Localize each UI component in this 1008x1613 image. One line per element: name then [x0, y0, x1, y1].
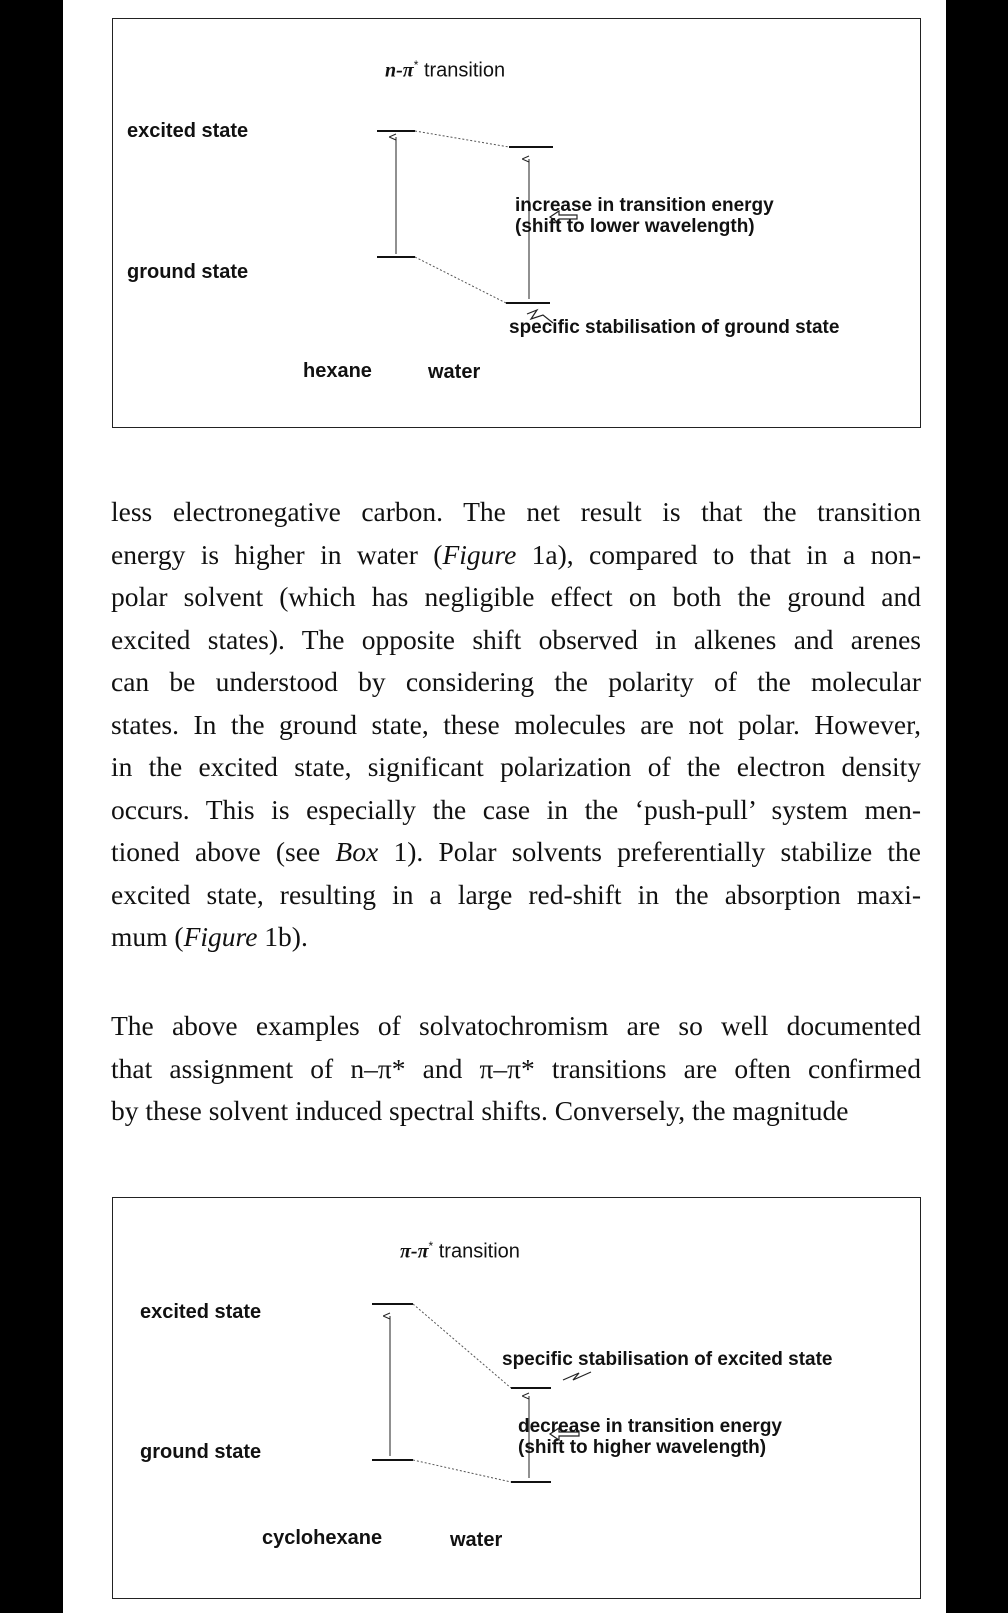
text-line: that assignment of n–π* and π–π* transitions are often confirmed — [111, 1052, 921, 1084]
annotation-line-2: (shift to higher wavelength) — [518, 1437, 767, 1458]
solvent-label-water: water — [428, 361, 481, 383]
annotation-line-1: increase in transition energy — [515, 195, 774, 216]
arrow-annotation — [518, 1416, 782, 1458]
ground-state-label: ground state — [140, 1441, 262, 1463]
text-line: tioned above (see Box 1). Polar solvents preferentially stabilize the — [111, 836, 921, 867]
squiggle-annotation: specific stabilisation of excited state — [502, 1349, 833, 1370]
figure-1a-title: n-π* transition — [385, 58, 506, 82]
excited-connector — [415, 131, 509, 147]
figure-1b-title: π-π* transition — [400, 1239, 520, 1263]
text-line: energy is higher in water (Figure 1a), compared to that in a non- — [111, 538, 921, 570]
squiggle-icon — [563, 1372, 591, 1380]
solvent-label-hexane: hexane — [303, 360, 372, 382]
text-line: excited states). The opposite shift observed in alkenes and arenes — [111, 623, 921, 655]
text-line: The above examples of solvatochromism are so well documented — [111, 1010, 921, 1041]
ground-connector — [415, 257, 506, 303]
arrow-annotation — [515, 195, 774, 237]
figure-1b — [112, 1197, 921, 1599]
solvent-label-cyclohexane: cyclohexane — [262, 1527, 383, 1549]
text-line: less electronegative carbon. The net result is that the transition — [111, 496, 921, 527]
annotation-line-1: decrease in transition energy — [518, 1416, 782, 1437]
body-paragraph-2 — [111, 1005, 921, 1133]
text-line: states. In the ground state, these molecules are not polar. However, — [111, 708, 921, 740]
text-line: occurs. This is especially the case in the ‘push-pull’ system men- — [111, 793, 921, 825]
ground-state-label: ground state — [127, 261, 249, 283]
text-line: in the excited state, significant polarization of the electron density — [111, 751, 921, 782]
text-line: polar solvent (which has negligible effect on both the ground and — [111, 581, 921, 612]
excited-state-label: excited state — [140, 1301, 262, 1323]
page — [63, 0, 946, 1613]
text-line: mum (Figure 1b). — [111, 921, 308, 952]
text-line: can be understood by considering the polarity of the molecular — [111, 666, 921, 697]
annotation-line-2: (shift to lower wavelength) — [515, 216, 755, 237]
excited-state-label: excited state — [127, 120, 249, 142]
figure-1a — [112, 18, 921, 428]
ground-connector — [413, 1460, 511, 1482]
excited-connector — [413, 1304, 511, 1388]
text-line: by these solvent induced spectral shifts. Conversely, the magnitude — [111, 1095, 849, 1126]
body-paragraph-1 — [111, 491, 921, 959]
solvent-label-water: water — [450, 1529, 503, 1551]
squiggle-annotation: specific stabilisation of ground state — [509, 317, 840, 338]
text-line: excited state, resulting in a large red-shift in the absorption maxi- — [111, 878, 921, 910]
